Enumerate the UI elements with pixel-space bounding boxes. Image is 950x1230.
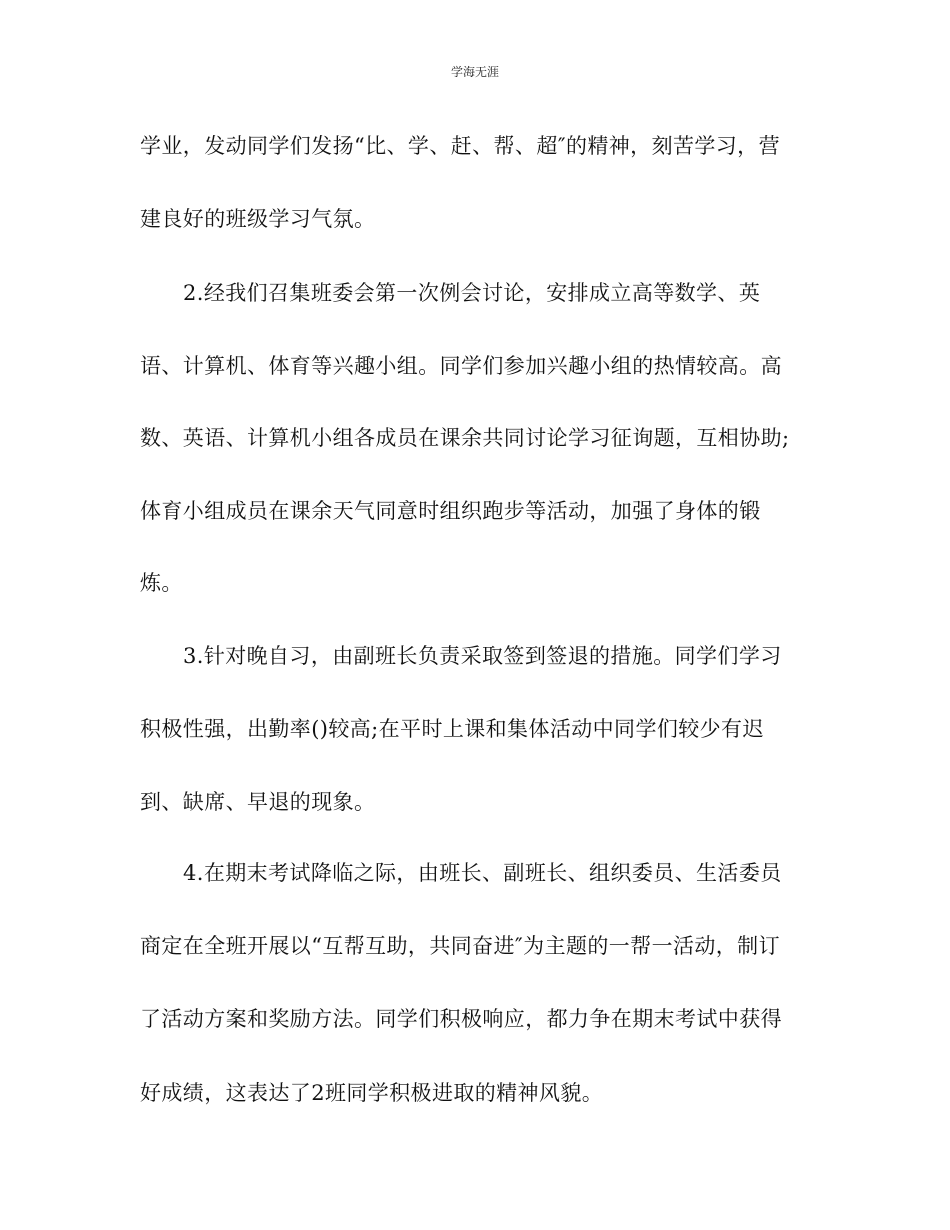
text-line: 到、缺席、早退的现象。 (140, 790, 376, 814)
text-line: 了活动方案和奖励方法。同学们积极响应，都力争在期末考试中获得 (140, 1007, 782, 1031)
text-line: 建良好的班级学习气氛。 (140, 207, 376, 231)
paragraph-start-line: 3.针对晚自习，由副班长负责采取签到签退的措施。同学们学习 (183, 644, 782, 668)
text-line: 积极性强，出勤率()较高;在平时上课和集体活动中同学们较少有迟 (140, 717, 764, 741)
text-line: 炼。 (140, 571, 183, 595)
paragraph-start-line: 2.经我们召集班委会第一次例会讨论，安排成立高等数学、英 (183, 281, 761, 305)
text-line: 商定在全班开展以“互帮互助，共同奋进″为主题的一帮一活动，制订 (140, 934, 780, 958)
text-line: 语、计算机、体育等兴趣小组。同学们参加兴趣小组的热情较高。高 (140, 354, 782, 378)
text-line: 数、英语、计算机小组各成员在课余共同讨论学习征询题，互相协助; (140, 426, 790, 450)
text-line: 体育小组成员在课余天气同意时组织跑步等活动，加强了身体的锻 (140, 499, 761, 523)
paragraph-start-line: 4.在期末考试降临之际，由班长、副班长、组织委员、生活委员 (183, 861, 782, 885)
text-line: 学业，发动同学们发扬“比、学、赶、帮、超″的精神，刻苦学习，营 (140, 134, 780, 158)
page-header: 学海无涯 (450, 65, 499, 79)
text-line: 好成绩，这表达了2班同学积极进取的精神风貌。 (140, 1081, 604, 1105)
